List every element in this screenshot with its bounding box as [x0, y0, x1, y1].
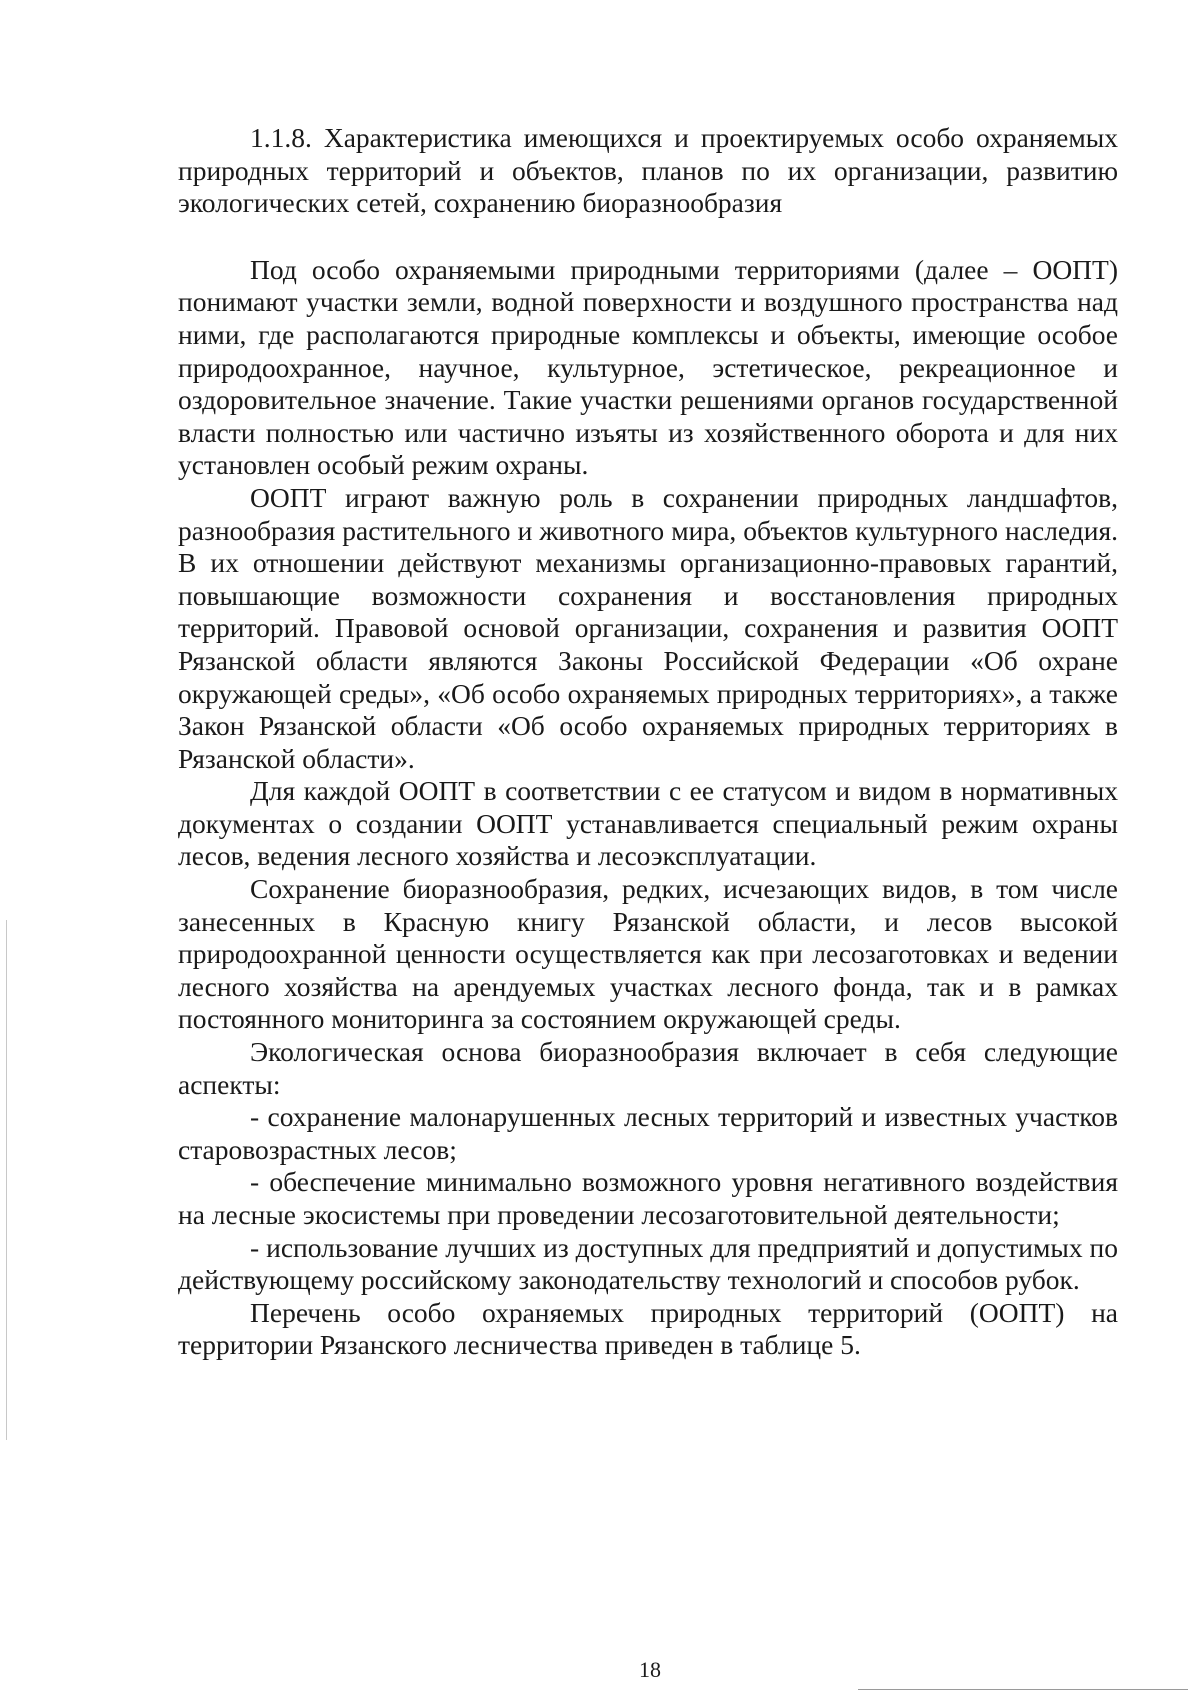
paragraph-table-reference: Перечень особо охраняемых природных территорий (ООПТ) на территории Рязанского лесничества приведен в таблице 5. [178, 1296, 1118, 1361]
paragraph-protection-regime: Для каждой ООПТ в соответствии с ее статусом и видом в нормативных документах о создании ООПТ устанавливается специальный режим охраны лесов, ведения лесного хозяйства и лесоэксплуатации. [178, 775, 1118, 872]
list-item-minimal-impact: - обеспечение минимально возможного уровня негативного воздействия на лесные экосистемы при проведении лесозаготовительной деятельности; [178, 1166, 1118, 1230]
scan-artifact-line [6, 920, 7, 1440]
page-number: 18 [639, 1657, 661, 1682]
paragraph-biodiversity-preservation: Сохранение биоразнообразия, редких, исчезающих видов, в том числе занесенных в Красную книгу Рязанской области, и лесов высокой природоохранной ценности осуществляется как при лесозаготовках и ведении лесного хозяйства на арендуемых участках лесного фонда, так и в рамках постоянного мониторинга за состоянием окружающей среды. [178, 873, 1118, 1035]
paragraph-ecological-basis: Экологическая основа биоразнообразия включает в себя следующие аспекты: [178, 1036, 1118, 1100]
scan-artifact-line [858, 1689, 1188, 1690]
section-heading: 1.1.8. Характеристика имеющихся и проектируемых особо охраняемых природных территорий и объектов, планов по их организации, развитию экологических сетей, сохранению биоразнообразия [178, 122, 1118, 219]
document-body [178, 122, 1118, 1362]
list-item-undisturbed-forests: - сохранение малонарушенных лесных территорий и известных участков старовозрастных лесов; [178, 1101, 1118, 1165]
paragraph-oopt-definition: Под особо охраняемыми природными территориями (далее – ООПТ) понимают участки земли, водной поверхности и воздушного пространства над ними, где располагаются природные комплексы и объекты, имеющие особое природоохранное, научное, культурное, эстетическое, рекреационное и оздоровительное значение. Такие участки решениями органов государственной власти полностью или частично изъяты из хозяйственного оборота и для них установлен особый режим охраны. [178, 253, 1118, 481]
list-item-best-technologies: - использование лучших из доступных для предприятий и допустимых по действующему российскому законодательству технологий и способов рубок. [178, 1231, 1118, 1296]
paragraph-oopt-role: ООПТ играют важную роль в сохранении природных ландшафтов, разнообразия растительного и животного мира, объектов культурного наследия. В их отношении действуют механизмы организационно-правовых гарантий, повышающие возможности сохранения и восстановления природных территорий. Правовой основой организации, сохранения и развития ООПТ Рязанской области являются Законы Российской Федерации «Об охране окружающей среды», «Об особо охраняемых природных территориях», а также Закон Рязанской области «Об особо охраняемых природных территориях в Рязанской области». [178, 481, 1118, 774]
